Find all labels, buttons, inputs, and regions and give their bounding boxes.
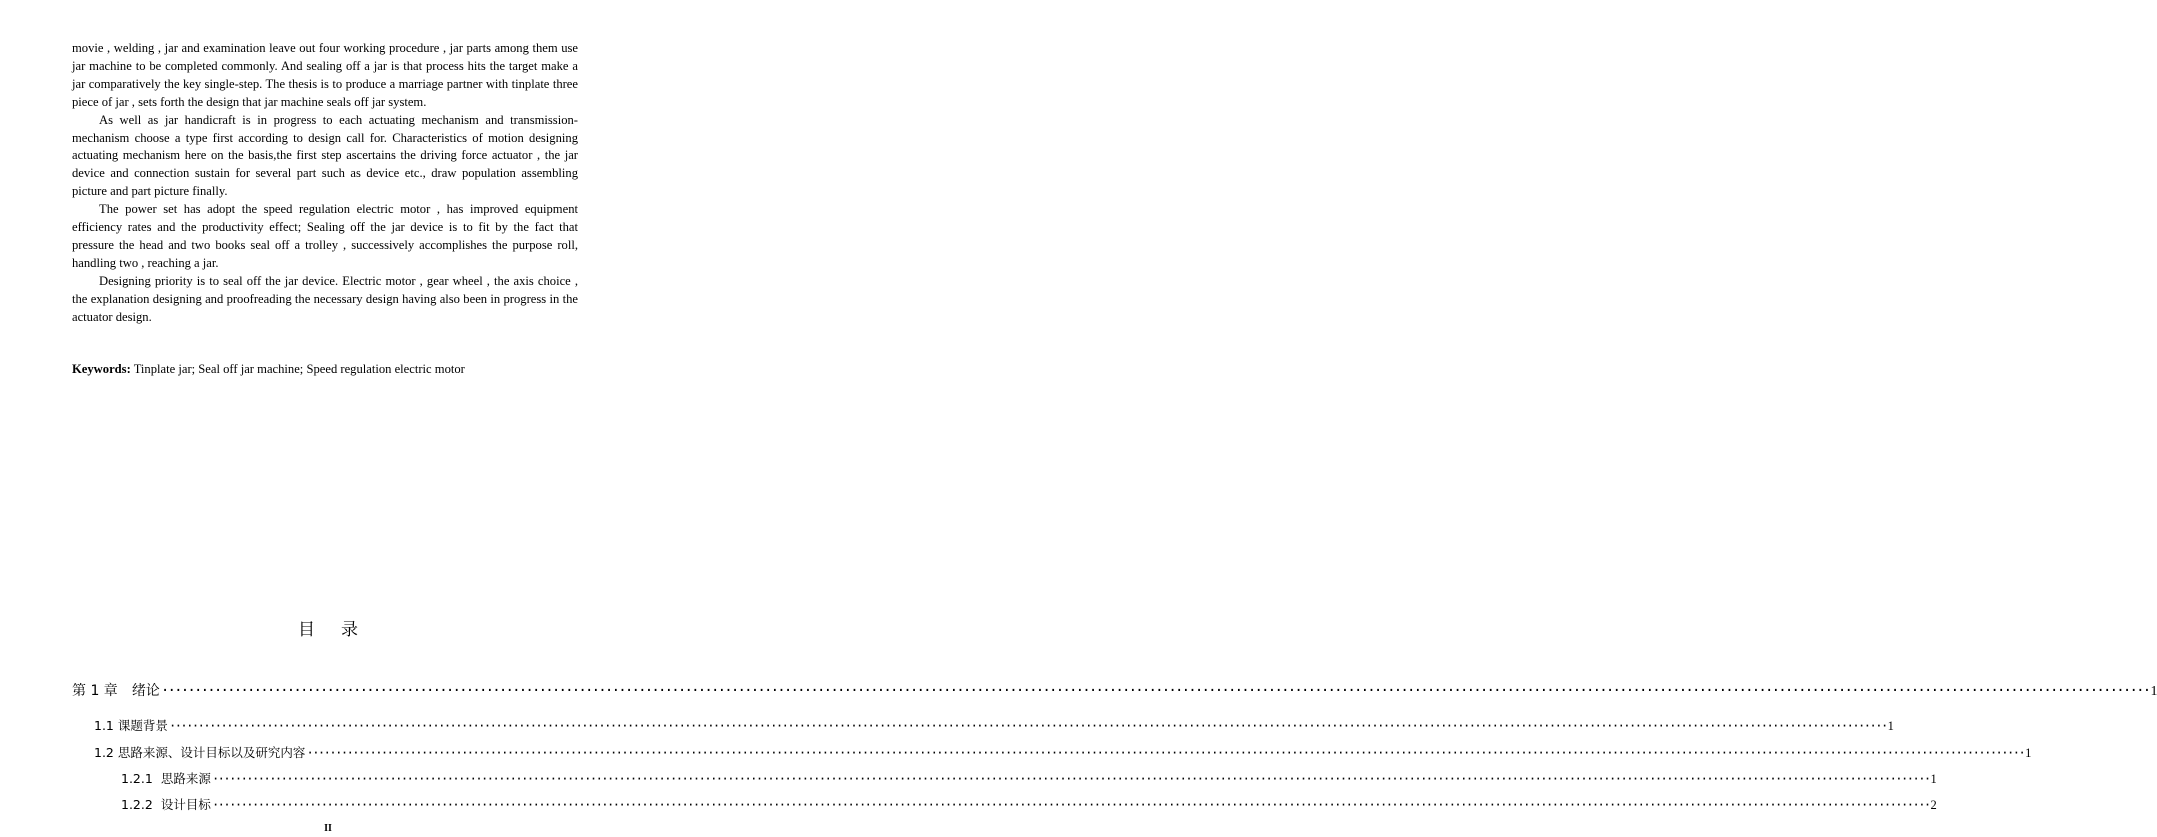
toc-entry-number: 1.2.2 bbox=[121, 797, 153, 812]
keywords-text: Tinplate jar; Seal off jar machine; Speed regulation electric motor bbox=[133, 362, 465, 376]
toc-entry-title: 绪论 bbox=[131, 683, 160, 699]
toc-entry-page: 1 bbox=[1930, 772, 1937, 786]
page-number: II bbox=[324, 823, 332, 834]
toc-entry-page: 1 bbox=[2025, 746, 2032, 760]
toc-entry-1-2-1[interactable] bbox=[121, 769, 1937, 787]
toc-entry-title: 1.2 思路来源、设计目标以及研究内容 bbox=[94, 745, 306, 760]
toc-entry-chapter-1[interactable] bbox=[72, 680, 2157, 700]
toc-entry-number: 1.2.1 bbox=[121, 771, 153, 786]
toc-entry-title: 设计目标 bbox=[160, 797, 211, 812]
abstract-paragraph: Designing priority is to seal off the jar device. Electric motor , gear wheel , the axis choice , the explanation designing and proofreading the necessary design having also been in progress in the actuator design. bbox=[72, 273, 578, 324]
toc-entry-1-2[interactable] bbox=[94, 743, 2032, 761]
toc-leader-dots: ············································································································································································································································································································ bbox=[168, 718, 1887, 733]
abstract-paragraph: movie , welding , jar and examination leave out four working procedure , jar parts among them use jar machine to be completed commonly. And sealing off a jar is that process hits the target make a jar comparatively the key single-step. The thesis is to produce a marriage partner with tinplate three piece of jar , sets forth the design that jar machine seals off jar system. bbox=[72, 41, 578, 109]
toc-entry-page: 2 bbox=[1930, 798, 1937, 812]
abstract-body bbox=[72, 40, 578, 327]
toc-entry-title: 思路来源 bbox=[160, 771, 211, 786]
toc-leader-dots: ············································································································································································································································································································ bbox=[211, 771, 1930, 786]
toc-leader-dots: ············································································································································································································································································································ bbox=[306, 745, 2025, 760]
toc-entry-1-1[interactable] bbox=[94, 716, 1894, 734]
toc-title-char: 录 bbox=[341, 620, 358, 640]
toc-entry-page: 1 bbox=[2150, 684, 2157, 699]
toc-title bbox=[0, 615, 656, 640]
keywords-label: Keywords: bbox=[72, 362, 131, 376]
toc-entry-page: 1 bbox=[1887, 719, 1894, 733]
toc-entry-title: 1.1 课题背景 bbox=[94, 718, 168, 733]
toc-entry-1-2-2[interactable] bbox=[121, 795, 1937, 813]
toc-title-char: 目 bbox=[298, 620, 315, 640]
toc-leader-dots: ············································································································································································································································································································ bbox=[211, 797, 1930, 812]
keywords-line bbox=[72, 360, 578, 378]
abstract-paragraph: The power set has adopt the speed regulation electric motor , has improved equipment efficiency rates and the productivity effect; Sealing off the jar device is to fit by the fact that pressure the head and two books seal off a trolley , successively accomplishes the purpose roll, handling two , reaching a jar. bbox=[72, 202, 578, 270]
toc-leader-dots: ············································································································································································································································································································ bbox=[160, 683, 2150, 699]
abstract-paragraph: As well as jar handicraft is in progress to each actuating mechanism and transmission-mechanism choose a type first according to design call for. Characteristics of motion designing actuating mechanism here on the basis,the first step ascertains the driving force actuator , the jar device and connection sustain for several part such as device etc., draw population assembling picture and part picture finally. bbox=[72, 112, 578, 199]
toc-entry-number: 第 1 章 bbox=[72, 683, 118, 699]
